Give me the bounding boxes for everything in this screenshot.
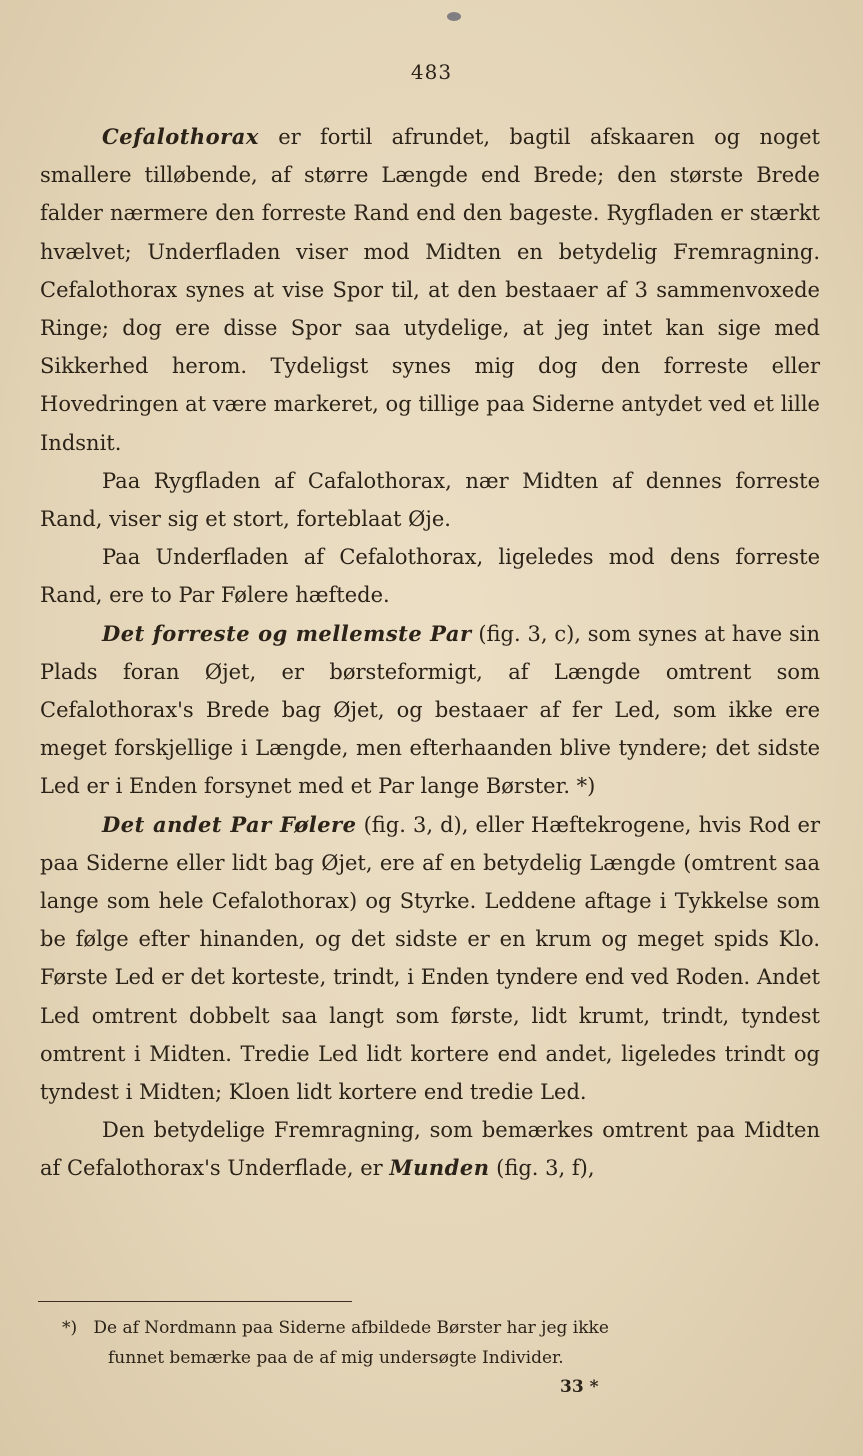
- footnote-text: funnet bemærke paa de af mig undersøgte Individer.: [108, 1348, 564, 1368]
- paragraph: [40, 538, 820, 614]
- footnote-text: De af Nordmann paa Siderne afbildede Børster har jeg ikke: [93, 1318, 609, 1338]
- ink-smudge: [447, 12, 461, 21]
- paragraph: [40, 1111, 820, 1187]
- paragraph-tail: (fig. 3, f),: [489, 1156, 595, 1181]
- paragraph-text: (fig. 3, d), eller Hæftekrogene, hvis Rod er paa Siderne eller lidt bag Øjet, ere af en betydelig Længde (omtrent saa lange som hele Cefalothorax) og Styrke. Leddene aftage i Tykkelse som be følge efter hinanden, og det sidste er en krum og meget spids Klo. Første Led er det korteste, trindt, i Enden tyndere end ved Roden. Andet Led omtrent dobbelt saa langt som første, lidt krumt, trindt, tyndest omtrent i Midten. Tredie Led lidt kortere end andet, ligeledes trindt og tyndest i Midten; Kloen lidt kortere end tredie Led.: [40, 812, 820, 1105]
- paragraph: [40, 615, 820, 806]
- footnote-divider: [38, 1301, 352, 1302]
- footnote: [62, 1313, 762, 1373]
- paragraph: [40, 806, 820, 1112]
- paragraph: [40, 462, 820, 538]
- paragraph-lead: Det forreste og mellemste Par: [102, 620, 472, 646]
- paragraph-emphasis: Munden: [389, 1155, 490, 1181]
- paragraph: [40, 118, 820, 462]
- paragraph-text: Den betydelige Fremragning, som bemærkes omtrent paa Midten af Cefalothorax's Underflade, er: [40, 1118, 820, 1181]
- paragraph-text: Paa Underfladen af Cefalothorax, ligeledes mod dens forreste Rand, ere to Par Følere hæftede.: [40, 545, 820, 608]
- page-number: 483: [410, 60, 453, 84]
- paragraph-text: er fortil afrundet, bagtil afskaaren og noget smallere tilløbende, af større Længde end Brede; den største Brede falder nærmere den forreste Rand end den bageste. Rygfladen er stærkt hvælvet; Underfladen viser mod Midten en betydelig Fremragning. Cefalothorax synes at vise Spor til, at den bestaaer af 3 sammenvoxede Ringe; dog ere disse Spor saa utydelige, at jeg intet kan sige med Sikkerhed herom. Tydeligst synes mig dog den forreste eller Hovedringen at være markeret, og tillige paa Siderne antydet ved et lille Indsnit.: [40, 125, 820, 455]
- footnote-line: [62, 1313, 762, 1343]
- printer-signature: 33 *: [560, 1377, 599, 1397]
- body-text: [40, 118, 820, 1188]
- paragraph-lead: Cefalothorax: [102, 124, 259, 149]
- footnote-line: [62, 1343, 762, 1373]
- paragraph-text: (fig. 3, c), som synes at have sin Plads foran Øjet, er børsteformigt, af Længde omtrent som Cefalothorax's Brede bag Øjet, og bestaaer af fer Led, som ikke ere meget forskjellige i Længde, men efterhaanden blive tyndere; det sidste Led er i Enden forsynet med et Par lange Børster. *): [40, 621, 820, 799]
- paragraph-lead: Det andet Par Følere: [102, 811, 357, 837]
- paragraph-text: Paa Rygfladen af Cafalothorax, nær Midten af dennes forreste Rand, viser sig et stort, forteblaat Øje.: [40, 468, 820, 532]
- footnote-marker: *): [62, 1318, 78, 1338]
